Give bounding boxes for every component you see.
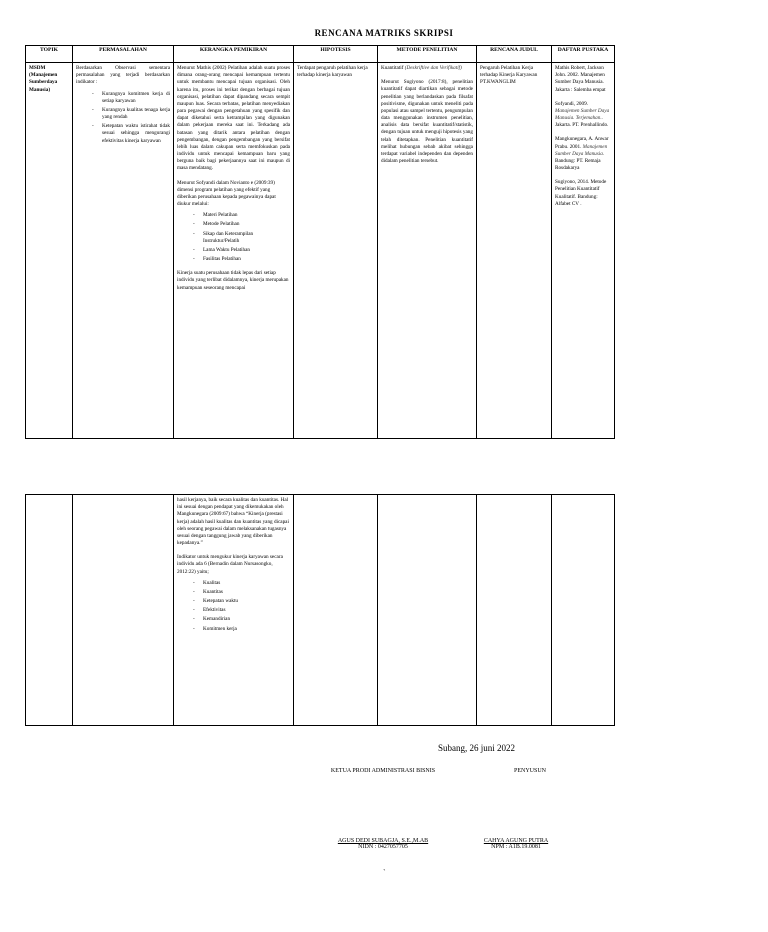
cell-hipotesis	[294, 63, 378, 439]
list-item: - Kualitas	[177, 580, 290, 587]
header-permasalahan: PERMASALAHAN	[73, 46, 174, 63]
pustaka-text: Sugiyono, 2014. Metode Penelitian Kuantitatif Kualitatif.	[555, 179, 607, 200]
cell-judul-empty	[477, 495, 552, 726]
hipotesis-text: Terdapat pengaruh pelatihan kerja terhadap kinerja karyawan	[297, 65, 368, 79]
cell-judul	[477, 63, 552, 439]
permasalahan-list	[76, 91, 170, 145]
pustaka-text: Bandung: PT. Remaja Rosdakarya	[555, 157, 601, 172]
list-item: - Ketepatan waktu	[177, 598, 290, 605]
header-judul: RENCANA JUDUL	[477, 46, 552, 63]
left-id: NIDN : 0427057705	[358, 844, 408, 850]
kerangka-paragraph: Menurut Sofyandi dalam Novianto e (2009:39) dimensi program pelatihan yang efektif yang diberikan perusahaan kepada pegawainya dapat diukur melalui:	[177, 179, 276, 208]
kerangka-paragraph: Kinerja suatu perusahaan tidak lepas dari setiap individu yang terlibat didalamnya, kinerja merupakan kemampuan seseorang mencapai	[177, 270, 289, 291]
kerangka-paragraph: hasil kerjanya, baik secara kualitas dan kuantitas. Hal ini sesuai dengan pendapat yang dikemukakan oleh Mangkunegara (2009:67) bahwa “Kinerja (prestasi kerja) adalah hasil kualitas dan kuantitas yang dicapai oleh seorang pegawai dalam melaksanakan tugasnya sesuai dengan tanggung jawab yang diberikan kepadanya.”	[177, 497, 289, 547]
header-kerangka: KERANGKA PEMIKIRAN	[174, 46, 294, 63]
list-item: - Kemandirian	[177, 616, 290, 623]
pustaka-entry	[555, 179, 611, 208]
header-pustaka: DAFTAR PUSTAKA	[552, 46, 615, 63]
list-item: - Lama Waktu Pelatihan	[177, 247, 290, 254]
cell-pustaka-empty	[552, 495, 615, 726]
cell-permasalahan-empty	[73, 495, 174, 726]
table-row	[26, 63, 615, 439]
topik-text: MSDM (Manajemen Sumberdaya Manusia)	[29, 65, 58, 93]
kerangka-indicator-list	[177, 580, 290, 633]
metode-lead	[381, 65, 473, 72]
list-item: - Komitmen kerja	[177, 626, 290, 633]
metode-body: Menurut Sugiyono (2017:8), penelitian kuantitatif dapat diartikan sebagai metode penelitian yang berlandaskan pada filsafat positivisme, digunakan untuk meneliti pada populasi atau sampel tertentu, pengumpulan data menggunakan instrumen penelitian, analisis data bersifat kuantitatif/statistik, dengan tujuan untuk menguji hipotesis yang telah ditetapkan. Penelitian kuantitatif melihat hubungan sebab akibat sehingga terdapat variabel independen dan dependen didalam penelitian tersebut.	[381, 79, 473, 165]
pustaka-text: Mangkunegara, A. Anwar Prabu. 2001.	[555, 136, 609, 150]
pustaka-entry	[555, 136, 611, 172]
stray-mark: `	[383, 868, 386, 877]
right-id: NPM : A1B.19.0081	[491, 844, 541, 850]
pustaka-text: Jakarta. PT. Prenhallindo.	[555, 122, 609, 129]
left-signatory	[318, 838, 448, 850]
header-topik: TOPIK	[26, 46, 73, 63]
left-name: AGUS DEDI SUBAGJA, S.E.,M.AB	[337, 838, 429, 844]
header-hipotesis: HIPOTESIS	[294, 46, 378, 63]
right-signatory	[470, 838, 562, 850]
matrix-table	[25, 45, 615, 439]
signature-date: Subang, 26 juni 2022	[438, 743, 516, 753]
cell-pustaka	[552, 63, 615, 439]
cell-kerangka	[174, 495, 294, 726]
right-name: CAHYA AGUNG PUTRA	[483, 838, 549, 844]
permasalahan-intro: Berdasarkan Observasi sementara permasalahan yang terjadi berdasarkan indikator :	[76, 65, 170, 86]
judul-text: Pengaruh Pelatihan Kerja terhadap Kinerja Karyawan PT.KWANGLIM	[480, 65, 538, 86]
header-metode: METODE PENELITIAN	[378, 46, 477, 63]
cell-hipotesis-empty	[294, 495, 378, 726]
pustaka-italic: Manajemen Sumber Daya Manusia. Terjemahan..	[555, 107, 610, 122]
metode-lead-text: Kuantitatif	[381, 65, 404, 71]
left-role: KETUA PRODI ADMINISTRASI BISNIS	[330, 768, 436, 774]
kerangka-paragraph: Indikator untuk mengukur kinerja karyawan secara individu ada 6 (Bernadin dalam Nursasongko, 2012:22) yaitu;	[177, 554, 283, 575]
list-item: - Efektivitas	[177, 607, 290, 614]
list-item: - Sikap dan Keterampilan Instruktur/Pelatih	[177, 231, 290, 245]
cell-topik	[26, 63, 73, 439]
cell-metode-empty	[378, 495, 477, 726]
metode-lead-note: (Deskriftive dan Verifikatif)	[404, 65, 462, 71]
pustaka-entry	[555, 101, 611, 130]
list-item: - Ketepatan waktu istirahat tidak sesuai sehingga mengurangi efektivitas kinerja karyawan	[76, 123, 170, 145]
pustaka-text: Sofyandi, 2009.	[555, 100, 588, 107]
pustaka-italic: Manajemen Sumber Daya Manusia.	[555, 143, 608, 157]
list-item: - Kurangnya kualitas tenaga kerja yang rendah	[76, 107, 170, 121]
matrix-table-continued	[25, 494, 615, 726]
pustaka-text: Mathis Robert, Jackson John. 2002. Manajemen Sumber Daya Manusia. Jakarta : Salemba empat	[555, 65, 606, 93]
pustaka-entry	[555, 65, 611, 94]
pustaka-text: Bandung: Alfabet CV .	[555, 193, 598, 207]
list-item: - Fasilitas Pelatihan	[177, 256, 290, 263]
cell-permasalahan	[73, 63, 174, 439]
cell-kerangka	[174, 63, 294, 439]
list-item: - Metode Pelatihan	[177, 221, 290, 228]
table-row	[26, 495, 615, 726]
document-title: RENCANA MATRIKS SKRIPSI	[314, 28, 454, 38]
cell-topik-empty	[26, 495, 73, 726]
list-item: - Kuantitas	[177, 589, 290, 596]
kerangka-paragraph: Menurut Mathis (2002) Pelatihan adalah suatu proses dimana orang-orang mencapai kemampuan tertentu untuk membantu mencapai tujuan organisasi. Oleh karena itu, proses ini terikat dengan berbagai tujuan organisasi, pelatihan dapat dipandang secara sempit maupun luas. Secara terbatas, pelatihan menyediakan para pegawai dengan pengetahuan yang spesifik dan dapat diketahui serta ketrampilan yang digunakan dalam pekerjaan mereka saat ini. Terkadang ada batasan yang ditarik antara pelatihan dengan pengembangan, dengan pengembangan yang bersifat lebih luas dalam cakupan serta memfokuskan pada individu untuk mencapai kemampuan baru yang berguna baik bagi pekerjaannya saat ini maupun di masa mendatang.	[177, 65, 290, 172]
cell-metode	[378, 63, 477, 439]
list-item: - Materi Pelatihan	[177, 212, 290, 219]
kerangka-list	[177, 212, 290, 263]
list-item: - Kurangnya komitmen kerja di setiap karyawan	[76, 91, 170, 105]
right-role: PENYUSUN	[513, 768, 546, 774]
